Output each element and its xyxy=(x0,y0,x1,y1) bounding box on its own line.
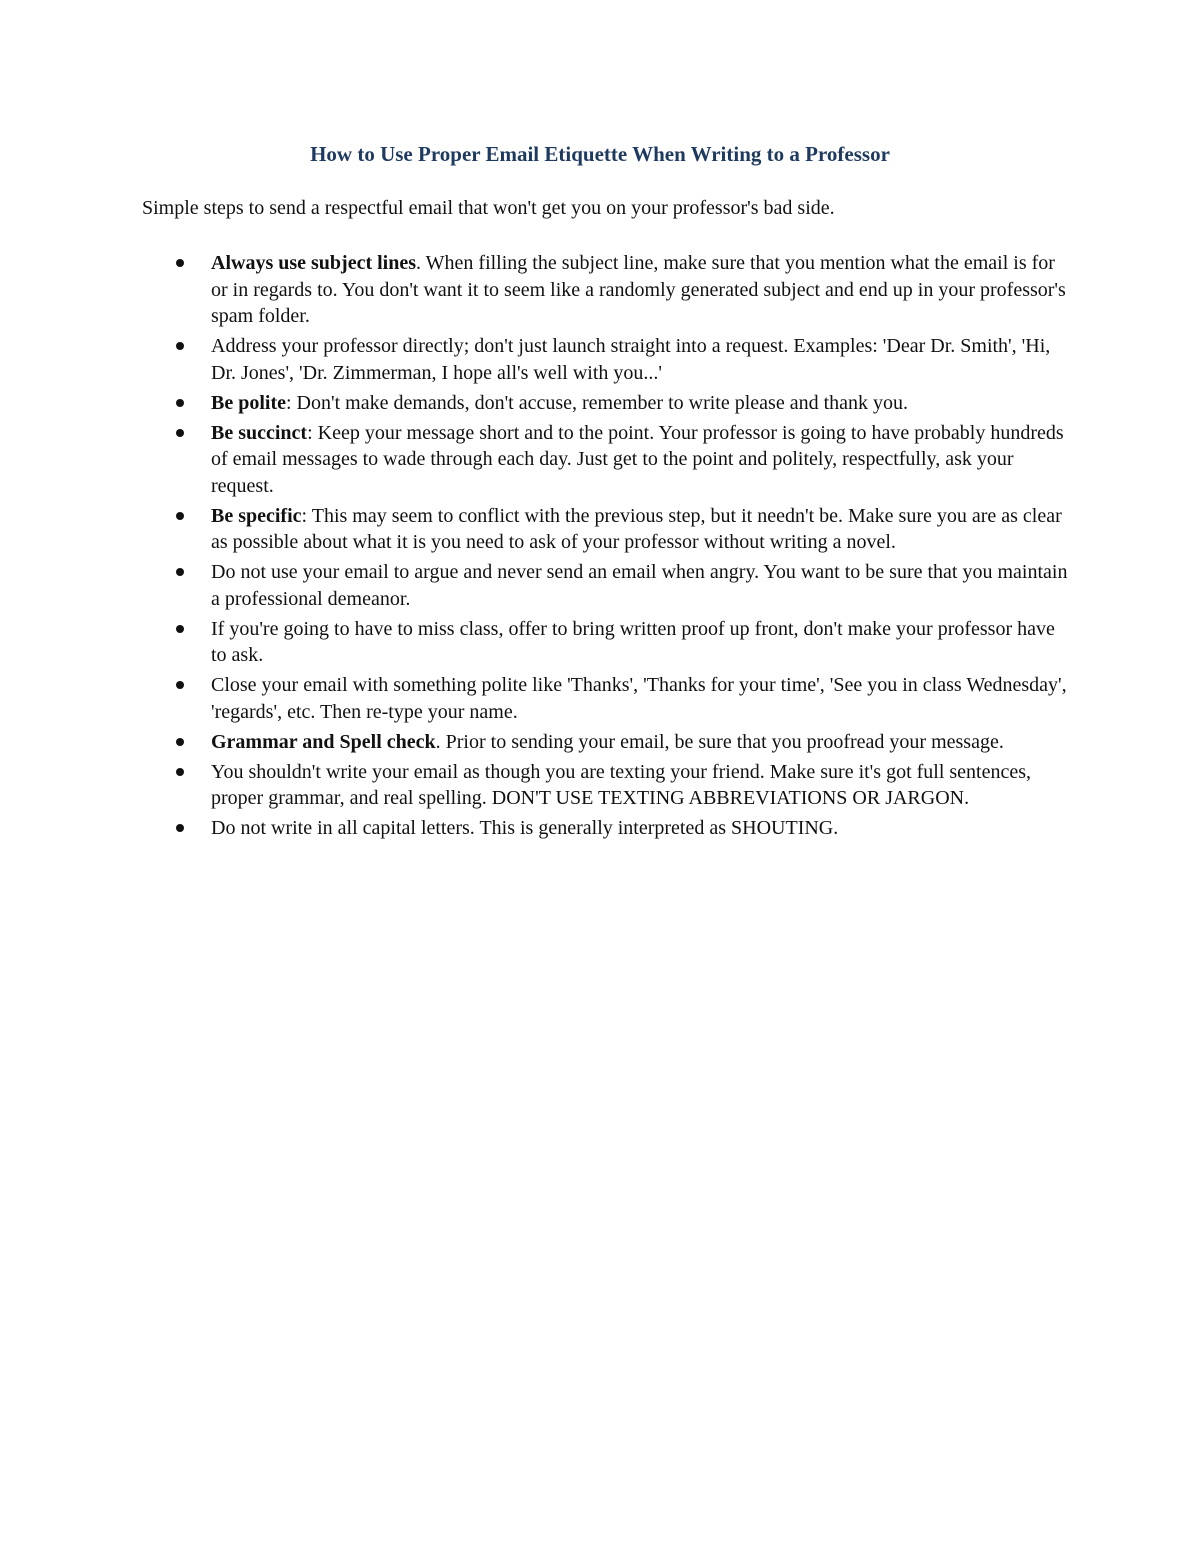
bullet-icon xyxy=(176,512,184,520)
step-text: . When filling the subject line, make sure that you mention what the email is for or in regards to. You don't want it to seem like a randomly generated subject and end up in your professor's spam folder. xyxy=(211,252,1066,327)
list-item xyxy=(142,559,1072,612)
step-text: Address your professor directly; don't just launch straight into a request. Examples: 'Dear Dr. Smith', 'Hi, Dr. Jones', 'Dr. Zimmerman, I hope all's well with you...' xyxy=(211,335,1051,384)
step-text: Do not write in all capital letters. This is generally interpreted as SHOUTING. xyxy=(211,817,839,839)
bullet-icon xyxy=(176,429,184,437)
step-text: If you're going to have to miss class, offer to bring written proof up front, don't make your professor have to ask. xyxy=(211,617,1055,666)
bullet-icon xyxy=(176,768,184,776)
step-text: : Don't make demands, don't accuse, remember to write please and thank you. xyxy=(286,391,909,414)
bullet-icon xyxy=(176,625,184,633)
step-text: Close your email with something polite like 'Thanks', 'Thanks for your time', 'See you in class Wednesday', 'regards', etc. Then re-type your name. xyxy=(211,674,1067,723)
step-text: : This may seem to conflict with the previous step, but it needn't be. Make sure you are as clear as possible about what it is you need to ask of your professor without writing a novel. xyxy=(211,504,1062,553)
step-text: . Prior to sending your email, be sure that you proofread your message. xyxy=(435,730,1004,753)
step-lead: Be specific xyxy=(211,504,302,527)
bullet-icon xyxy=(176,824,184,832)
step-lead: Always use subject lines xyxy=(211,252,417,274)
step-text: Do not use your email to argue and never send an email when angry. You want to be sure that you maintain a professional demeanor. xyxy=(211,561,1068,610)
step-lead: Be succinct xyxy=(211,421,308,444)
bullet-icon xyxy=(176,738,184,746)
bullet-icon xyxy=(176,259,184,267)
step-lead: Be polite xyxy=(211,391,286,414)
bullet-icon xyxy=(176,399,184,407)
list-item xyxy=(142,420,1072,500)
list-item xyxy=(142,759,1072,812)
list-item xyxy=(142,729,1072,756)
steps-list xyxy=(142,250,1072,845)
document-title: How to Use Proper Email Etiquette When Writing to a Professor xyxy=(310,142,890,166)
bullet-icon xyxy=(176,681,184,689)
step-lead: Grammar and Spell check xyxy=(211,730,436,753)
step-text: : Keep your message short and to the point. Your professor is going to have probably hundreds of email messages to wade through each day. Just get to the point and politely, respectfully, ask your request. xyxy=(211,421,1064,497)
bullet-icon xyxy=(176,568,184,576)
list-item xyxy=(142,503,1072,556)
intro-paragraph: Simple steps to send a respectful email that won't get you on your professor's bad side. xyxy=(142,197,835,219)
list-item xyxy=(142,672,1072,725)
list-item xyxy=(142,390,1072,417)
bullet-icon xyxy=(176,342,184,350)
list-item xyxy=(142,616,1072,669)
list-item xyxy=(142,815,1072,842)
step-text: You shouldn't write your email as though you are texting your friend. Make sure it's got full sentences, proper grammar, and real spelling. DON'T USE TEXTING ABBREVIATIONS OR JARGON. xyxy=(211,760,1032,809)
list-item xyxy=(142,250,1072,330)
list-item xyxy=(142,333,1072,386)
